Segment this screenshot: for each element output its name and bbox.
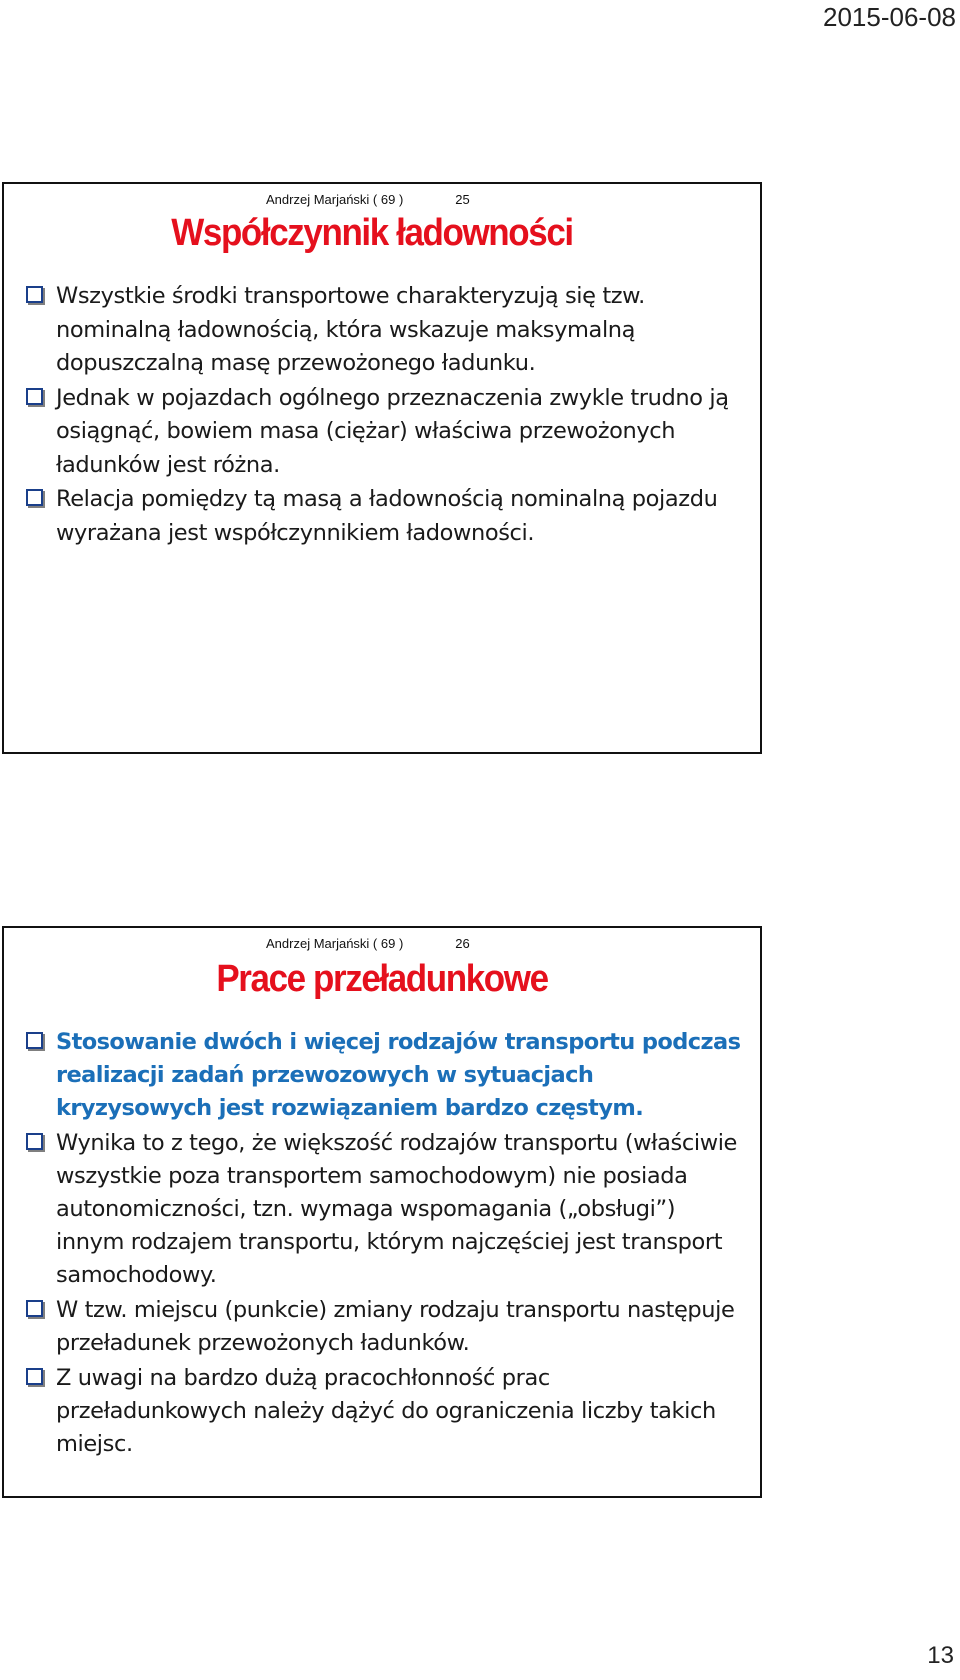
bullet-item-emphasized xyxy=(26,1026,746,1125)
checkbox-icon xyxy=(26,286,43,303)
bullet-text: Stosowanie dwóch i więcej rodzajów transportu podczas realizacji zadań przewozowych w sytuacjach kryzysowych jest rozwiązaniem bardzo częstym. xyxy=(56,1029,741,1121)
bullet-text: Wynika to z tego, że większość rodzajów transportu (właściwie wszystkie poza transportem samochodowym) nie posiada autonomiczności, tzn. wymaga wspomagania („obsługi”) innym rodzajem transportu, którym najczęściej jest transport samochodowy. xyxy=(56,1130,737,1288)
bullet-item xyxy=(26,1362,746,1461)
bullet-item xyxy=(26,1127,746,1292)
bullet-text: Jednak w pojazdach ogólnego przeznaczenia zwykle trudno ją osiągnąć, bowiem masa (ciężar) właściwa przewożonych ładunków jest różna. xyxy=(56,384,729,478)
checkbox-icon xyxy=(26,1032,43,1049)
checkbox-icon xyxy=(26,1300,43,1317)
slide-title: Współczynnik ładowności xyxy=(171,212,573,254)
bullet-item xyxy=(26,382,746,483)
checkbox-icon xyxy=(26,1133,43,1150)
bullet-text: Z uwagi na bardzo dużą pracochłonność prac przeładunkowych należy dążyć do ograniczenia liczby takich miejsc. xyxy=(56,1365,716,1457)
bullet-list xyxy=(26,280,746,551)
bullet-text: W tzw. miejscu (punkcie) zmiany rodzaju transportu następuje przeładunek przewożonych ładunków. xyxy=(56,1297,735,1356)
slide-title: Prace przeładunkowe xyxy=(216,958,548,1000)
page-date: 2015-06-08 xyxy=(823,2,956,32)
slide-author: Andrzej Marjański ( 69 ) xyxy=(266,936,404,951)
slide-header xyxy=(266,936,470,951)
checkbox-icon xyxy=(26,388,43,405)
bullet-text: Wszystkie środki transportowe charakteryzują się tzw. nominalną ładownością, która wskazuje maksymalną dopuszczalną masę przewożonego ładunku. xyxy=(56,283,645,376)
bullet-item xyxy=(26,1294,746,1360)
page-number: 13 xyxy=(927,1642,954,1669)
bullet-item xyxy=(26,483,746,550)
bullet-list xyxy=(26,1026,746,1463)
checkbox-icon xyxy=(26,489,43,506)
slide-header xyxy=(266,192,470,207)
checkbox-icon xyxy=(26,1368,43,1385)
slide-26 xyxy=(2,926,762,1498)
slide-number: 25 xyxy=(455,192,470,207)
slide-25 xyxy=(2,182,762,754)
slide-author: Andrzej Marjański ( 69 ) xyxy=(266,192,404,207)
bullet-text: Relacja pomiędzy tą masą a ładownością nominalną pojazdu wyrażana jest współczynnikiem ładowności. xyxy=(56,486,718,546)
slide-number: 26 xyxy=(455,936,470,951)
bullet-item xyxy=(26,280,746,381)
